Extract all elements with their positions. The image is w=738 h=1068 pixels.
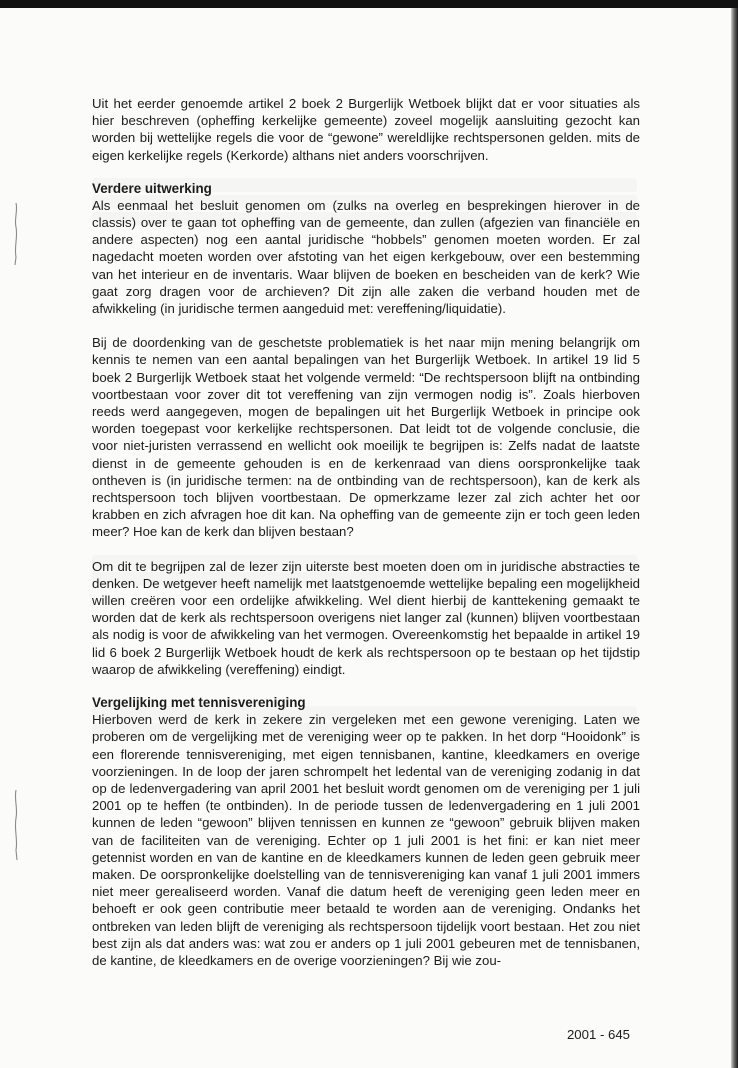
scan-top-border: [0, 0, 738, 8]
section-heading-vergelijking: Vergelijking met tennisvereniging: [92, 695, 306, 711]
paragraph: Als eenmaal het besluit genomen om (zulks na overleg en besprekingen hierover in de classis) over te gaan tot opheffing van de gemeente, dan zullen (afgezien van financiële en andere aspecten) nog een aantal juridische “hobbels” genomen moeten worden. Er zal nagedacht moeten worden over afstoting van het eigen kerkgebouw, over een bestemming van het interieur en de inventaris. Waar blijven de boeken en bescheiden van de kerk? Wie gaat zorg dragen voor de archieven? Dit zijn alle zaken die verband houden met de afwikkeling (in juridische termen aangeduid met: vereffening/liquidatie).: [92, 197, 640, 317]
intro-paragraph: Uit het eerder genoemde artikel 2 boek 2 Burgerlijk Wetboek blijkt dat er voor situaties als hier beschreven (opheffing kerkelijke gemeente) zoveel mogelijk aansluiting gezocht kan worden bij wettelijke regels die voor de “gewone” wereldlijke rechtspersonen gelden. mits de eigen kerkelijke regels (Kerkorde) althans niet anders voorschrijven.: [92, 96, 640, 163]
page-number: 2001 - 645: [566, 1027, 630, 1042]
scan-right-border: [731, 8, 738, 1068]
paragraph: Bij de doordenking van de geschetste problematiek is het naar mijn mening belangrijk om kennis te nemen van een aantal bepalingen van het Burgerlijk Wetboek. In artikel 19 lid 5 boek 2 Burgerlijk Wetboek staat het volgende vermeld: “De rechtspersoon blijft na ontbinding voortbestaan voor zover dit tot vereffening van zijn vermogen nodig is”. Zoals hierboven reeds werd aangegeven, mogen de bepalingen uit het Burgerlijk Wetboek in principe ook worden toegepast voor kerkelijke rechtspersonen. Dat leidt tot de volgende conclusie, die voor niet-juristen verrassend en wellicht ook moeilijk te begrijpen is: Zelfs nadat de laatste dienst in de gemeente gehouden is en de kerkenraad van diens oorspronkelijke taak ontheven is (in juridische termen: na de ontbinding van de rechtspersoon), kan de kerk als rechtspersoon toch blijven voortbestaan. De opmerkzame lezer zal zich achter het oor krabben en zich afvragen hoe dit kan. Na opheffing van de gemeente zijn er toch geen leden meer? Hoe kan de kerk dan blijven bestaan?: [92, 335, 640, 540]
article-body: [92, 95, 640, 969]
paragraph: Hierboven werd de kerk in zekere zin vergeleken met een gewone vereniging. Laten we proberen om de vergelijking met de vereniging weer op te pakken. In het dorp “Hooidonk” is een florerende tennisvereniging, met eigen tennisbanen, kantine, kleedkamers en overige voorzieningen. In de loop der jaren schrompelt het ledental van de vereniging zodanig in dat op de ledenvergadering van april 2001 het besluit wordt genomen om de vereniging per 1 juli 2001 op te heffen (te ontbinden). In de periode tussen de ledenvergadering en 1 juli 2001 kunnen de leden “gewoon” blijven tennissen en kunnen ze “gewoon” gebruik blijven maken van de faciliteiten van de vereniging. Echter op 1 juli 2001 is het fini: er kan niet meer getennist worden en van de kantine en de kleedkamers kunnen de leden geen gebruik meer maken. De oorspronkelijke doelstelling van de tennisvereniging kan vanaf 1 juli 2001 immers niet meer gerealiseerd worden. Vanaf die datum heeft de vereniging geen leden meer en behoeft er ook geen contributie meer betaald te worden aan de vereniging. Ondanks het ontbreken van leden blijft de vereniging als rechtspersoon tijdelijk voort bestaan. Het zou niet best zijn als dat anders was: wat zou er anders op 1 juli 2001 gebeuren met de tennisbanen, de kantine, de kleedkamers en de overige voorzieningen? Bij wie zou-: [92, 712, 640, 968]
binding-hole-mark: [13, 790, 18, 860]
binding-hole-mark: [13, 203, 18, 265]
section-heading-verdere-uitwerking: Verdere uitwerking: [92, 180, 212, 196]
paragraph: Om dit te begrijpen zal de lezer zijn uiterste best moeten doen om in juridische abstracties te denken. De wetgever heeft namelijk met laatstgenoemde wettelijke bepaling een mogelijkheid willen creëren voor een ordelijke afwikkeling. Wel dient hierbij de kanttekening gemaakt te worden dat de kerk als rechtspersoon overigens niet langer zal (kunnen) blijven voortbestaan als nodig is voor de afwikkeling van het vermogen. Overeenkomstig het bepaalde in artikel 19 lid 6 boek 2 Burgerlijk Wetboek houdt de kerk als rechtspersoon op te bestaan op het tijdstip waarop de afwikkeling (vereffening) eindigt.: [92, 558, 640, 677]
